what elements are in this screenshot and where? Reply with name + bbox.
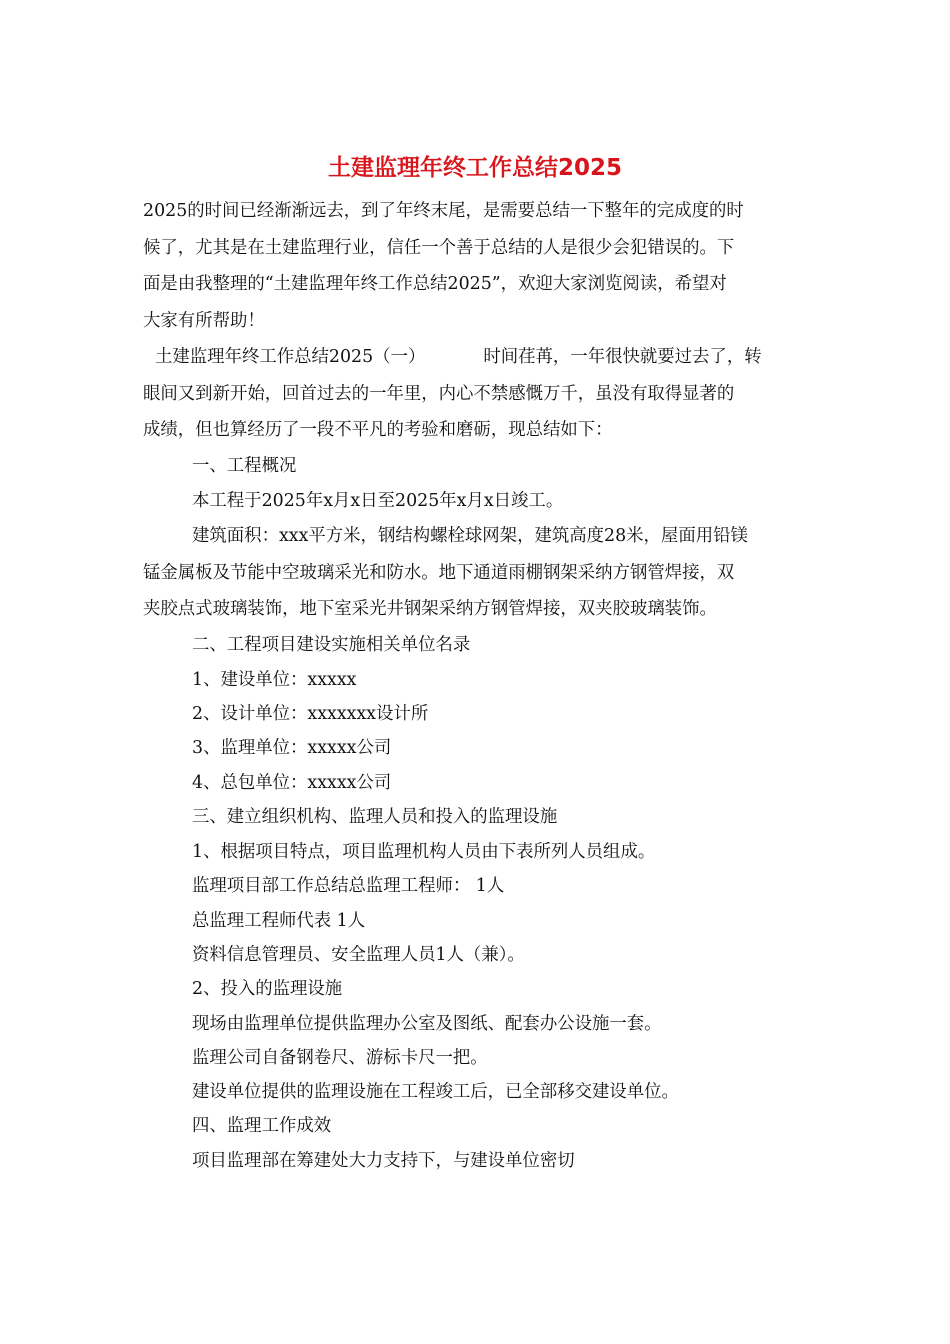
unit-line-1: 1、建设单位：xxxxx [192,670,357,690]
org-line-2: 监理项目部工作总结总监理工程师： 1人 [192,876,505,896]
org-line-7: 监理公司自备钢卷尺、游标卡尺一把。 [192,1048,488,1068]
overview-line-1: 本工程于2025年x月x日至2025年x月x日竣工。 [192,491,564,511]
paragraph-line-3: 成绩，但也算经历了一段不平凡的考验和磨砺，现总结如下： [143,420,613,440]
unit-line-2: 2、设计单位：xxxxxxx设计所 [192,704,429,724]
section-heading: 土建监理年终工作总结2025（一） [155,347,426,367]
org-line-6: 现场由监理单位提供监理办公室及图纸、配套办公设施一套。 [192,1014,662,1034]
org-line-1: 1、根据项目特点，项目监理机构人员由下表所列人员组成。 [192,842,656,862]
heading-organization: 三、建立组织机构、监理人员和投入的监理设施 [192,807,558,827]
results-line-1: 项目监理部在筹建处大力支持下，与建设单位密切 [192,1151,575,1171]
org-line-8: 建设单位提供的监理设施在工程竣工后，已全部移交建设单位。 [192,1082,679,1102]
org-line-3: 总监理工程师代表 1人 [192,911,366,931]
intro-line-1: 2025的时间已经渐渐远去，到了年终末尾，是需要总结一下整年的完成度的时 [143,201,744,221]
overview-line-3: 锰金属板及节能中空玻璃采光和防水。地下通道雨棚钢架采纳方钢管焊接，双 [143,563,735,583]
document-title: 土建监理年终工作总结2025 [327,155,622,181]
intro-line-3: 面是由我整理的“土建监理年终工作总结2025”，欢迎大家浏览阅读，希望对 [143,274,727,294]
overview-line-2: 建筑面积：xxx平方米，钢结构螺栓球网架，建筑高度28米，屋面用铅镁 [192,526,748,546]
paragraph-start: 时间荏苒，一年很快就要过去了，转 [483,347,762,367]
heading-units: 二、工程项目建设实施相关单位名录 [192,635,471,655]
intro-line-4: 大家有所帮助！ [143,311,265,331]
intro-line-2: 候了，尤其是在土建监理行业，信任一个善于总结的人是很少会犯错误的。下 [143,238,735,258]
org-line-5: 2、投入的监理设施 [192,979,343,999]
section-heading-line [155,342,762,372]
org-line-4: 资料信息管理员、安全监理人员1人（兼）。 [192,945,525,965]
heading-results: 四、监理工作成效 [192,1116,332,1136]
heading-overview: 一、工程概况 [192,456,297,476]
overview-line-4: 夹胶点式玻璃装饰，地下室采光井钢架采纳方钢管焊接，双夹胶玻璃装饰。 [143,599,717,619]
paragraph-line-2: 眼间又到新开始，回首过去的一年里，内心不禁感慨万千，虽没有取得显著的 [143,384,735,404]
unit-line-3: 3、监理单位：xxxxx公司 [192,738,392,758]
unit-line-4: 4、总包单位：xxxxx公司 [192,773,392,793]
